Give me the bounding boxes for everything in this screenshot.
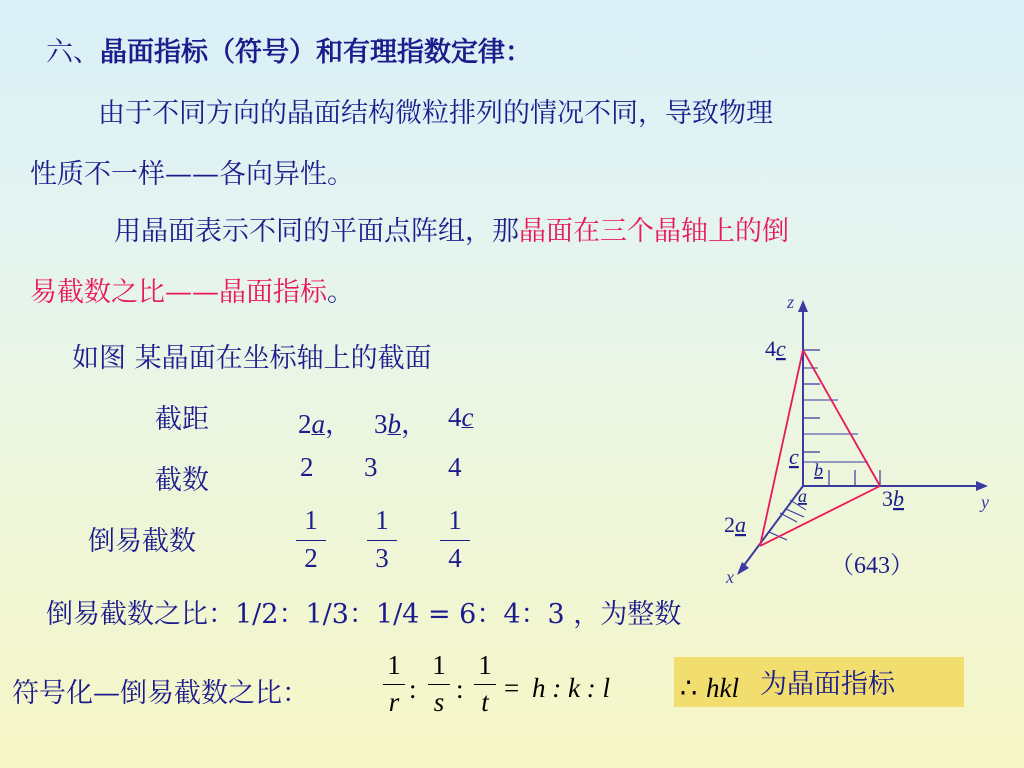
intercept-c xyxy=(448,402,473,433)
fraction-denominator: s xyxy=(433,687,445,717)
fraction-bar xyxy=(440,540,470,541)
symbolic-fraction-r xyxy=(383,650,405,718)
crystal-axes-diagram xyxy=(700,290,1010,590)
para2-period: 。 xyxy=(327,277,354,308)
miller-index-label: （643） xyxy=(830,553,914,579)
symbolic-fraction-s xyxy=(428,650,450,718)
section-number: 六、 xyxy=(46,37,100,68)
reciprocal-label: 倒易截数 xyxy=(88,526,196,557)
para2-line1 xyxy=(114,215,789,249)
fraction-denominator: 2 xyxy=(304,543,318,573)
ratio-colon: : xyxy=(456,674,464,704)
fraction-bar xyxy=(428,684,450,685)
intercept-b-axis: b xyxy=(387,409,401,439)
intercept-a-coef: 2 xyxy=(298,409,312,439)
fraction-denominator: r xyxy=(388,687,400,717)
para1-line1: 由于不同方向的晶面结构微粒排列的情况不同，导致物理 xyxy=(98,98,773,129)
label-a: a xyxy=(798,486,807,506)
fraction-denominator: t xyxy=(481,687,489,717)
section-heading: 晶面指标（符号）和有理指数定律： xyxy=(100,37,532,68)
y-arrow-icon xyxy=(976,481,988,491)
symbolic-fraction-t xyxy=(474,650,496,718)
reciprocal-fraction xyxy=(296,505,326,574)
fraction-bar xyxy=(296,540,326,541)
x-axis-label: x xyxy=(726,567,734,587)
fraction-bar xyxy=(383,684,405,685)
fraction-denominator: 4 xyxy=(448,543,462,573)
para2-highlight-text-2: 易截数之比——晶面指标 xyxy=(30,277,327,308)
intercept-label: 截距 xyxy=(155,404,209,435)
reciprocal-fraction xyxy=(440,505,470,574)
fraction-numerator: 1 xyxy=(478,650,492,680)
intercept-b xyxy=(374,402,428,441)
symbolic-label: 符号化—倒易截数之比： xyxy=(12,678,309,709)
intercept-values xyxy=(298,402,352,441)
section-title xyxy=(46,36,532,70)
intercept-c-coef: 4 xyxy=(448,402,462,432)
intercept-b-coef: 3 xyxy=(374,409,388,439)
example-intro: 如图 某晶面在坐标轴上的截面 xyxy=(72,343,432,374)
label-3b: 3b xyxy=(882,486,904,511)
x-arrow-icon xyxy=(737,562,749,575)
fraction-denominator: 3 xyxy=(375,543,389,573)
ratio-line: 倒易截数之比：1/2：1/3：1/4 = 6：4：3 ，为整数 xyxy=(46,599,682,630)
x-axis xyxy=(742,486,803,568)
z-arrow-icon xyxy=(798,300,808,312)
label-2a: 2a xyxy=(724,512,746,537)
para2-highlight-text: 晶面在三个晶轴上的倒 xyxy=(519,216,789,247)
count-b: 3 xyxy=(364,452,378,482)
counts-label: 截数 xyxy=(155,465,209,496)
fraction-numerator: 1 xyxy=(387,650,401,680)
intercept-a-axis: a xyxy=(311,409,325,439)
intercept-sep: ， xyxy=(401,409,428,439)
fraction-numerator: 1 xyxy=(375,505,389,535)
miller-hkl-ratio: h : k : l xyxy=(532,673,610,703)
fraction-bar xyxy=(474,684,496,685)
label-b: b xyxy=(814,460,823,480)
para1-line2: 性质不一样——各向异性。 xyxy=(30,159,354,190)
fraction-numerator: 1 xyxy=(304,505,318,535)
ratio-colon: : xyxy=(409,674,417,704)
label-c: c xyxy=(789,444,799,469)
therefore-symbol: ∴ xyxy=(680,673,698,703)
count-a: 2 xyxy=(300,452,314,482)
intercept-sep: ， xyxy=(325,409,352,439)
reciprocal-fraction xyxy=(367,505,397,574)
equals-sign: = xyxy=(504,673,520,703)
fraction-numerator: 1 xyxy=(432,650,446,680)
y-axis-label: y xyxy=(981,492,989,512)
para2-plain-text: 用晶面表示不同的平面点阵组，那 xyxy=(114,216,519,247)
para2-line2 xyxy=(30,276,354,310)
label-4c: 4c xyxy=(765,336,786,361)
crystal-plane-triangle xyxy=(760,350,880,546)
fraction-bar xyxy=(367,540,397,541)
count-c: 4 xyxy=(448,452,462,482)
intercept-c-axis: c xyxy=(461,402,474,432)
result-text: 为晶面指标 xyxy=(760,669,895,700)
z-axis-label: z xyxy=(787,292,795,312)
hkl-symbol: hkl xyxy=(706,673,739,703)
fraction-numerator: 1 xyxy=(448,505,462,535)
